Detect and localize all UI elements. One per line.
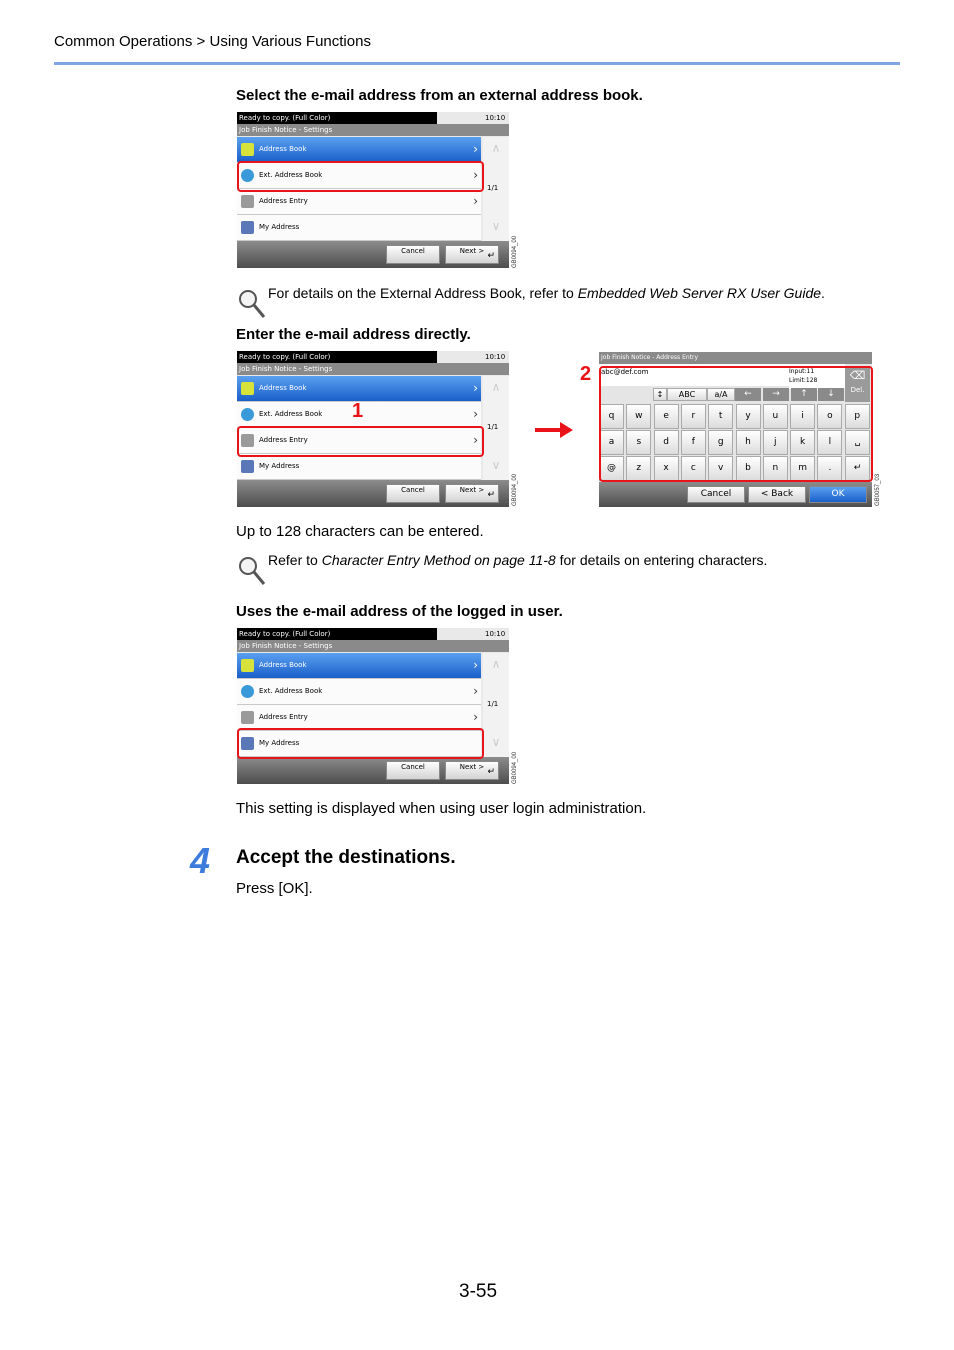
arrow-right-icon[interactable]: → bbox=[763, 388, 789, 401]
status-bar: Ready to copy. (Full Color) bbox=[237, 628, 437, 640]
max-length-text: Up to 128 characters can be entered. bbox=[236, 523, 484, 540]
arrow-right-icon bbox=[535, 421, 575, 439]
address-book-icon bbox=[241, 382, 254, 395]
user-icon bbox=[241, 460, 254, 473]
cancel-button[interactable]: Cancel bbox=[386, 245, 440, 264]
key-e[interactable]: e bbox=[654, 404, 679, 429]
key-.[interactable]: . bbox=[817, 456, 842, 481]
chevron-right-icon: › bbox=[473, 381, 478, 395]
row-address-entry[interactable]: Address Entry › bbox=[237, 705, 481, 731]
page-indicator: 1/1 bbox=[487, 700, 499, 708]
key-m[interactable]: m bbox=[790, 456, 815, 481]
key-o[interactable]: o bbox=[817, 404, 842, 429]
delete-button[interactable]: ⌫ Del. bbox=[845, 366, 870, 402]
char-counter: Input:11 Limit:128 bbox=[789, 364, 845, 389]
breadcrumb: Common Operations > Using Various Functions bbox=[54, 33, 371, 50]
clock: 10:10 bbox=[485, 630, 506, 638]
row-ext-address-book[interactable]: Ext. Address Book › bbox=[237, 402, 481, 428]
key-q[interactable]: q bbox=[599, 404, 624, 429]
status-bar: Ready to copy. (Full Color) bbox=[237, 351, 437, 363]
bottom-bar bbox=[599, 482, 872, 507]
row-address-book[interactable]: Address Book › bbox=[237, 376, 481, 402]
cancel-button[interactable]: Cancel bbox=[687, 486, 745, 503]
section3-heading: Uses the e-mail address of the logged in user. bbox=[236, 603, 563, 620]
key-p[interactable]: p bbox=[845, 404, 870, 429]
key-f[interactable]: f bbox=[681, 430, 706, 455]
enter-key[interactable]: ↵ bbox=[845, 456, 870, 481]
address-book-icon bbox=[241, 143, 254, 156]
callout-1: 1 bbox=[352, 400, 364, 422]
chevron-right-icon: › bbox=[473, 710, 478, 724]
chevron-right-icon: › bbox=[473, 684, 478, 698]
case-toggle-button[interactable]: a/A bbox=[707, 388, 735, 401]
key-j[interactable]: j bbox=[763, 430, 788, 455]
user-icon bbox=[241, 221, 254, 234]
key-y[interactable]: y bbox=[736, 404, 761, 429]
key-@[interactable]: @ bbox=[599, 456, 624, 481]
row-my-address[interactable]: My Address bbox=[237, 454, 481, 480]
key-x[interactable]: x bbox=[654, 456, 679, 481]
key-i[interactable]: i bbox=[790, 404, 815, 429]
row-ext-address-book[interactable]: Ext. Address Book › bbox=[237, 679, 481, 705]
chevron-right-icon: › bbox=[473, 658, 478, 672]
cancel-button[interactable]: Cancel bbox=[386, 484, 440, 503]
scroll-down-icon[interactable]: ∨ bbox=[491, 735, 501, 749]
highlight-ext-address-book bbox=[237, 161, 484, 192]
email-input[interactable]: abc@def.com bbox=[599, 364, 789, 386]
login-admin-text: This setting is displayed when using user login administration. bbox=[236, 800, 647, 817]
section1-heading: Select the e-mail address from an external address book. bbox=[236, 87, 643, 104]
scroll-down-icon[interactable]: ∨ bbox=[491, 219, 501, 233]
arrow-down-icon[interactable]: ↓ bbox=[818, 388, 844, 401]
note-ext-address-book: For details on the External Address Book, refer to Embedded Web Server RX User Guide. bbox=[268, 285, 825, 301]
step-number: 4 bbox=[190, 840, 211, 881]
magnifier-icon bbox=[237, 288, 267, 320]
back-button[interactable]: < Back bbox=[748, 486, 806, 503]
enter-icon: ↵ bbox=[487, 251, 495, 261]
screen-title: Job Finish Notice - Settings bbox=[237, 640, 509, 652]
key-r[interactable]: r bbox=[681, 404, 706, 429]
mode-toggle-icon[interactable]: ↕ bbox=[653, 388, 667, 401]
key-c[interactable]: c bbox=[681, 456, 706, 481]
page-number: 3-55 bbox=[459, 1281, 498, 1302]
enter-icon: ↵ bbox=[487, 767, 495, 777]
chevron-right-icon: › bbox=[473, 142, 478, 156]
abc-mode-button[interactable]: ABC bbox=[667, 388, 707, 401]
key-d[interactable]: d bbox=[654, 430, 679, 455]
bottom-bar bbox=[237, 757, 509, 784]
figure-code: GB0057_03 bbox=[875, 473, 881, 506]
magnifier-icon bbox=[237, 555, 267, 587]
scroll-down-icon[interactable]: ∨ bbox=[491, 458, 501, 472]
row-ext-address-book[interactable]: Ext. Address Book › bbox=[237, 163, 481, 189]
globe-icon bbox=[241, 685, 254, 698]
key-b[interactable]: b bbox=[736, 456, 761, 481]
key-a[interactable]: a bbox=[599, 430, 624, 455]
header-rule bbox=[54, 62, 900, 65]
screen-title: Job Finish Notice - Address Entry bbox=[599, 352, 872, 364]
screen-title: Job Finish Notice - Settings bbox=[237, 363, 509, 375]
highlight-keyboard bbox=[599, 366, 873, 482]
key-l[interactable]: l bbox=[817, 430, 842, 455]
figure-code: GB0094_00 bbox=[512, 751, 518, 784]
address-book-icon bbox=[241, 659, 254, 672]
chevron-right-icon: › bbox=[473, 194, 478, 208]
section2-heading: Enter the e-mail address directly. bbox=[236, 326, 471, 343]
highlight-my-address bbox=[237, 728, 484, 759]
figure-code: GB0094_00 bbox=[512, 473, 518, 506]
screen-title: Job Finish Notice - Settings bbox=[237, 124, 509, 136]
key-w[interactable]: w bbox=[626, 404, 651, 429]
globe-icon bbox=[241, 408, 254, 421]
bottom-bar bbox=[237, 241, 509, 268]
key-v[interactable]: v bbox=[708, 456, 733, 481]
page-indicator: 1/1 bbox=[487, 423, 499, 431]
key-k[interactable]: k bbox=[790, 430, 815, 455]
keyboard-icon bbox=[241, 711, 254, 724]
row-my-address[interactable]: My Address bbox=[237, 215, 481, 241]
key-s[interactable]: s bbox=[626, 430, 651, 455]
key-n[interactable]: n bbox=[763, 456, 788, 481]
chevron-right-icon: › bbox=[473, 168, 478, 182]
enter-icon: ↵ bbox=[487, 490, 495, 500]
scroll-up-icon[interactable]: ∧ bbox=[491, 657, 501, 671]
cancel-button[interactable]: Cancel bbox=[386, 761, 440, 780]
page-indicator: 1/1 bbox=[487, 184, 499, 192]
arrow-up-icon[interactable]: ↑ bbox=[791, 388, 817, 401]
callout-2: 2 bbox=[580, 363, 592, 385]
key-h[interactable]: h bbox=[736, 430, 761, 455]
clock: 10:10 bbox=[485, 353, 506, 361]
highlight-address-entry bbox=[237, 426, 484, 457]
keyboard-icon bbox=[241, 195, 254, 208]
row-my-address[interactable]: My Address bbox=[237, 731, 481, 757]
ok-button[interactable]: OK bbox=[809, 486, 867, 503]
arrow-left-icon[interactable]: ← bbox=[735, 388, 761, 401]
panel-my-address bbox=[237, 628, 509, 784]
row-address-entry[interactable]: Address Entry › bbox=[237, 189, 481, 215]
chevron-right-icon: › bbox=[473, 407, 478, 421]
next-button[interactable]: Next > ↵ bbox=[445, 484, 499, 503]
key-g[interactable]: g bbox=[708, 430, 733, 455]
next-button[interactable]: Next > ↵ bbox=[445, 245, 499, 264]
step-title: Accept the destinations. bbox=[236, 847, 456, 868]
figure-code: GB0094_00 bbox=[512, 235, 518, 268]
step-text: Press [OK]. bbox=[236, 880, 313, 897]
key-z[interactable]: z bbox=[626, 456, 651, 481]
space-key[interactable]: ␣ bbox=[845, 430, 870, 455]
chevron-right-icon: › bbox=[473, 433, 478, 447]
bottom-bar bbox=[237, 480, 509, 507]
scroll-up-icon[interactable]: ∧ bbox=[491, 141, 501, 155]
clock: 10:10 bbox=[485, 114, 506, 122]
next-button[interactable]: Next > ↵ bbox=[445, 761, 499, 780]
key-u[interactable]: u bbox=[763, 404, 788, 429]
backspace-icon: ⌫ bbox=[849, 369, 866, 382]
row-address-book[interactable]: Address Book › bbox=[237, 653, 481, 679]
row-address-book[interactable]: Address Book › bbox=[237, 137, 481, 163]
row-address-entry[interactable]: Address Entry › bbox=[237, 428, 481, 454]
key-t[interactable]: t bbox=[708, 404, 733, 429]
note-character-entry: Refer to Character Entry Method on page 11-8 for details on entering characters. bbox=[268, 552, 768, 568]
scroll-up-icon[interactable]: ∧ bbox=[491, 380, 501, 394]
status-bar: Ready to copy. (Full Color) bbox=[237, 112, 437, 124]
